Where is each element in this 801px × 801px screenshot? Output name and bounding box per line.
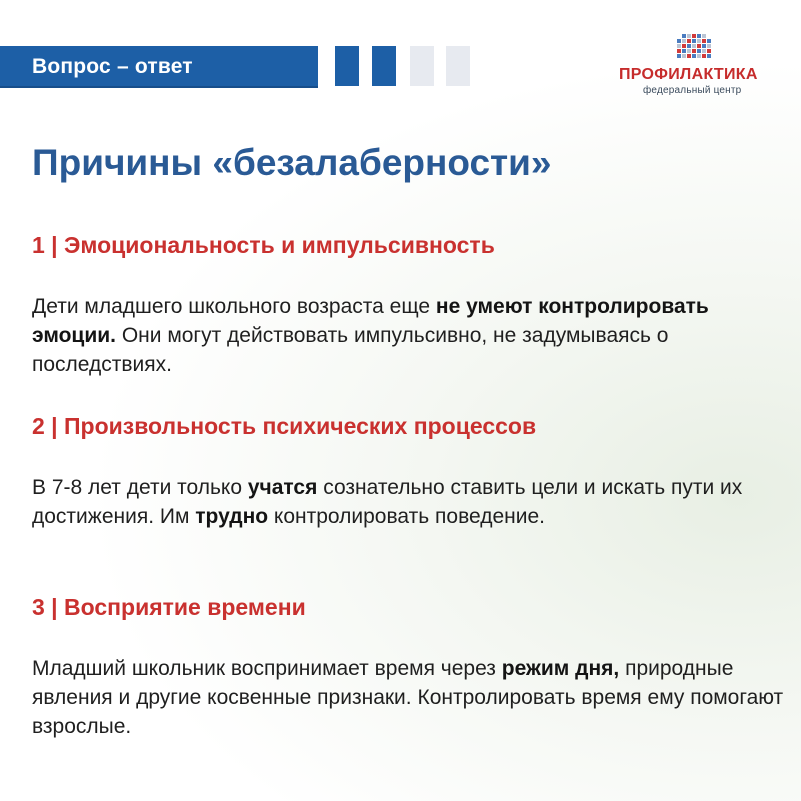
header-bar [0,46,318,88]
section-body-emotional [32,292,792,379]
logo-dot [697,39,701,43]
header-stripe [372,46,396,86]
logo-dot [677,54,681,58]
logo-dot [697,54,701,58]
body-text: контролировать поведение. [268,505,545,528]
logo-dot [677,49,681,53]
logo-dot [692,34,696,38]
logo-dot [692,49,696,53]
logo-dot [687,44,691,48]
logo-dot [707,39,711,43]
logo-dot [682,34,686,38]
body-emphasis: трудно [195,505,269,528]
header-stripe [446,46,470,86]
logo-dot [707,54,711,58]
logo-dot [682,54,686,58]
logo-dot [692,54,696,58]
body-text: Младший школьник воспринимает время через [32,657,502,680]
logo-dot [702,34,706,38]
header-stripe [335,46,359,86]
logo-dot [707,49,711,53]
logo-dot [702,44,706,48]
body-emphasis: учатся [247,476,318,499]
body-text: сознательно ставить цели и искать пути их достижения. Им [32,476,743,528]
logo-subtitle: федеральный центр [643,85,742,96]
logo-dot [692,39,696,43]
logo-dot [677,44,681,48]
body-emphasis: не умеют контролировать эмоции. [32,295,709,347]
body-text: природные явления и другие косвенные признаки. Контролировать время ему помогают взрослые. [32,657,784,738]
logo-dot [702,39,706,43]
logo-grid-icon [677,34,713,60]
logo-dot [682,39,686,43]
section-body-time [32,654,792,741]
logo-dot [677,39,681,43]
body-text: В 7-8 лет дети только [32,476,248,499]
profilaktika-logo [615,34,775,100]
body-emphasis: режим дня, [501,657,620,680]
logo-dot [687,34,691,38]
logo-dot [682,44,686,48]
section-body-voluntariness [32,473,792,531]
logo-dot [692,44,696,48]
header-label: Вопрос – ответ [32,55,193,78]
section-heading-voluntariness: 2 | Произвольность психических процессов [32,413,537,439]
section-heading-emotional: 1 | Эмоциональность и импульсивность [32,232,495,258]
logo-dot [687,39,691,43]
logo-dot [697,44,701,48]
logo-title: ПРОФИЛАКТИКА [619,66,758,83]
logo-dot [697,49,701,53]
page-title: Причины «безалаберности» [32,142,552,183]
logo-dot [702,54,706,58]
logo-dot [682,49,686,53]
logo-dot [697,34,701,38]
logo-dot [707,44,711,48]
body-text: Дети младшего школьного возраста еще [32,295,436,318]
logo-dot [702,49,706,53]
logo-dot [687,49,691,53]
logo-dot [687,54,691,58]
section-heading-time: 3 | Восприятие времени [32,594,306,620]
header-stripe [410,46,434,86]
body-text: Они могут действовать импульсивно, не задумываясь о последствиях. [32,324,669,376]
